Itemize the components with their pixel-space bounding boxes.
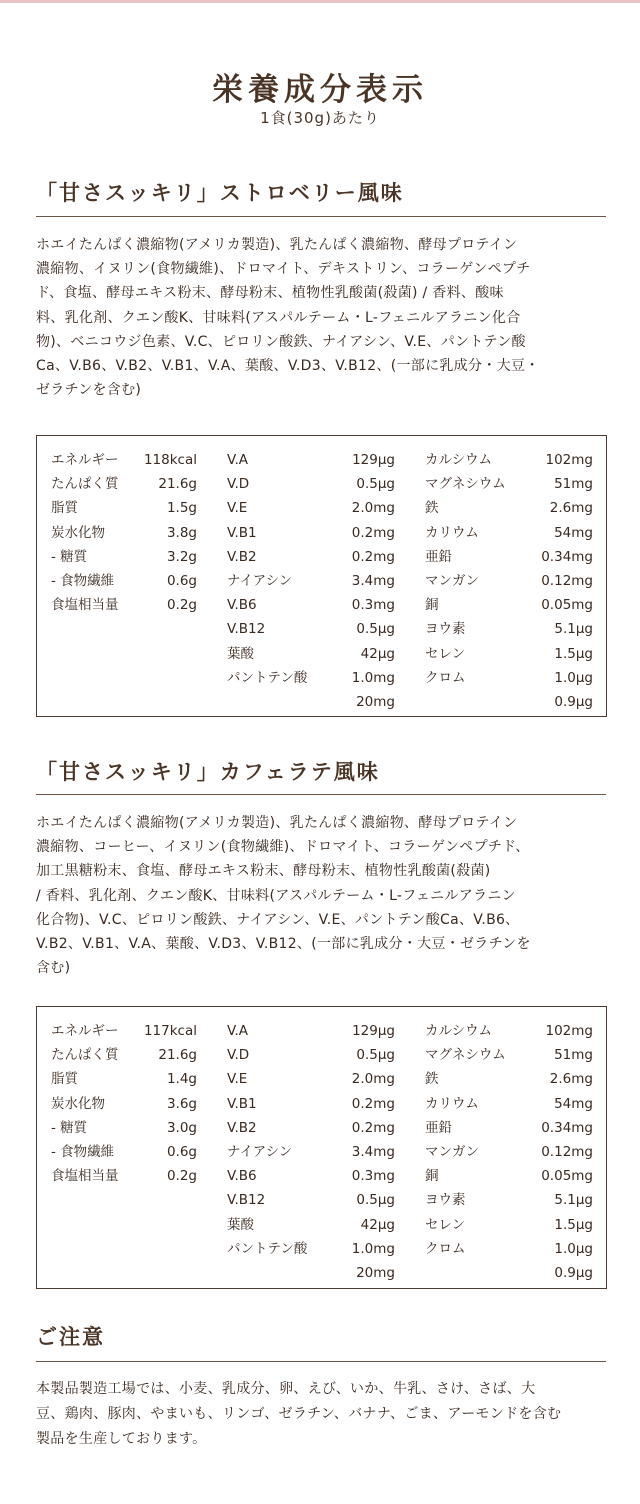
nutrient-label: たんぱく質 (51, 1047, 119, 1064)
top-border (0, 0, 640, 3)
nutrient-value: 3.0g (166, 1119, 197, 1136)
nutrition-column-basic (51, 448, 197, 617)
nutrient-label: エネルギー (51, 452, 119, 468)
nutrient-label: V.B6 (227, 1168, 257, 1185)
ingredients-text (36, 233, 608, 402)
nutrient-value: 117kcal (143, 1023, 197, 1039)
nutrient-value: 129μg (352, 452, 395, 468)
nutrient-value: 0.34mg (541, 548, 593, 565)
nutrient-value: 1.0mg (351, 669, 395, 686)
nutrient-label: セレン (425, 645, 466, 662)
nutrient-value: 54mg (554, 1095, 593, 1112)
ingredients-line: 料、乳化剤、クエン酸K、甘味料(アスパルテーム・L-フェニルアラニン化合 (36, 309, 521, 326)
ingredients-line: 濃縮物、コーヒー、イヌリン(食物繊維)、ドロマイト、コラーゲンペプチド、 (36, 839, 530, 856)
notice-line: 本製品製造工場では、小麦、乳成分、卵、えび、いか、牛乳、さけ、さば、大 (36, 1381, 536, 1397)
nutrition-row (425, 593, 593, 617)
nutrition-row (425, 569, 593, 593)
nutrient-value: 0.2g (166, 1168, 197, 1185)
ingredients-line: ド、食塩、酵母エキス粉末、酵母粉末、植物性乳酸菌(殺菌) / 香料、酸味 (36, 285, 504, 302)
nutrient-value: 20mg (356, 1264, 395, 1281)
nutrition-row (425, 1043, 593, 1067)
nutrient-label: V.A (227, 1023, 249, 1039)
ingredients-line: V.B2、V.B1、V.A、葉酸、V.D3、V.B12、(一部に乳成分・大豆・ゼラチンを (36, 936, 531, 953)
nutrient-value: 42μg (360, 1216, 395, 1233)
nutrient-value: 0.2mg (351, 548, 395, 565)
nutrition-row (227, 1237, 395, 1261)
nutrient-label: 炭水化物 (51, 524, 105, 541)
nutrition-row (51, 1116, 197, 1140)
nutrition-row (51, 496, 197, 520)
nutrient-value: 2.0mg (351, 1071, 395, 1088)
nutrient-value: 1.5μg (554, 645, 593, 662)
nutrient-label: V.B2 (227, 1119, 257, 1136)
page-title: 栄養成分表示 (212, 72, 428, 108)
nutrient-label: V.E (227, 1071, 248, 1088)
ingredients-line: / 香料、乳化剤、クエン酸K、甘味料(アスパルテーム・L-フェニルアラニン (36, 887, 516, 904)
nutrient-label: クロム (425, 1240, 466, 1257)
nutrient-label: カルシウム (425, 1023, 493, 1039)
nutrient-value: 21.6g (158, 1047, 197, 1064)
nutrition-row (227, 1019, 395, 1043)
nutrition-row (227, 1067, 395, 1091)
nutrition-row (227, 1092, 395, 1116)
nutrition-row (51, 1043, 197, 1067)
nutrient-value: 129μg (352, 1023, 395, 1039)
nutrient-label: 脂質 (51, 500, 78, 517)
nutrition-row (51, 1019, 197, 1043)
nutrient-value: 1.0μg (554, 669, 593, 686)
nutrient-label: - 食物繊維 (51, 572, 115, 589)
nutrient-value: 102mg (545, 452, 593, 468)
nutrient-value: 0.6g (166, 572, 197, 589)
nutrient-value: 2.0mg (351, 500, 395, 517)
nutrient-label: V.B2 (227, 548, 257, 565)
nutrition-row (425, 1019, 593, 1043)
nutrient-label: 銅 (425, 597, 439, 614)
nutrient-value: 1.0μg (554, 1240, 593, 1257)
nutrient-label: マンガン (425, 1143, 479, 1160)
nutrient-value: 0.12mg (541, 572, 593, 589)
nutrient-label: パントテン酸 (227, 669, 308, 686)
nutrition-row (425, 496, 593, 520)
nutrition-row (51, 1067, 197, 1091)
nutrition-column-basic (51, 1019, 197, 1188)
nutrition-row (425, 666, 593, 690)
page-subtitle: 1食(30g)あたり (260, 109, 380, 127)
nutrient-value: 0.9μg (554, 1264, 593, 1281)
nutrition-row (51, 448, 197, 472)
nutrient-value: 0.2g (166, 597, 197, 614)
nutrition-row (51, 521, 197, 545)
nutrition-table (36, 435, 607, 717)
nutrition-row (227, 1043, 395, 1067)
nutrition-row (425, 545, 593, 569)
nutrient-label: V.B6 (227, 597, 257, 614)
nutrient-value: 0.2mg (351, 524, 395, 541)
nutrient-value: 0.3mg (351, 1168, 395, 1185)
nutrition-row (425, 642, 593, 666)
nutrition-row (425, 448, 593, 472)
nutrient-value: 0.2mg (351, 1119, 395, 1136)
nutrient-label: エネルギー (51, 1023, 119, 1039)
nutrition-row (425, 1237, 593, 1261)
nutrient-label: - 糖質 (51, 1119, 88, 1136)
nutrition-row (51, 1092, 197, 1116)
nutrient-label: 炭水化物 (51, 1095, 105, 1112)
nutrition-row (51, 569, 197, 593)
nutrition-row (227, 545, 395, 569)
nutrition-row (227, 448, 395, 472)
nutrition-row (51, 1164, 197, 1188)
ingredients-line: ホエイたんぱく濃縮物(アメリカ製造)、乳たんぱく濃縮物、酵母プロテイン (36, 815, 518, 831)
nutrient-value: 0.34mg (541, 1119, 593, 1136)
nutrient-value: 3.4mg (351, 1143, 395, 1160)
nutrient-label: パントテン酸 (227, 1240, 308, 1257)
nutrient-label: V.B12 (227, 1192, 266, 1209)
nutrient-label: 銅 (425, 1168, 439, 1185)
nutrient-label: 食塩相当量 (51, 597, 119, 614)
nutrition-row (425, 521, 593, 545)
nutrition-row (425, 1092, 593, 1116)
ingredients-line: ゼラチンを含む) (36, 382, 142, 399)
nutrient-value: 0.5μg (356, 1192, 395, 1209)
nutrition-row (425, 1067, 593, 1091)
nutrient-label: マグネシウム (425, 476, 506, 493)
nutrient-label: マグネシウム (425, 1047, 506, 1064)
nutrition-row (51, 545, 197, 569)
nutrient-value: 5.1μg (554, 621, 593, 638)
nutrient-label: 亜鉛 (425, 1119, 452, 1136)
nutrient-value: 0.5μg (356, 1047, 395, 1064)
nutrient-value: 0.05mg (541, 597, 593, 614)
nutrient-label: V.E (227, 500, 248, 517)
nutrient-label: セレン (425, 1216, 466, 1233)
nutrition-row (425, 1164, 593, 1188)
nutrition-row (227, 1164, 395, 1188)
section-title: 「甘さスッキリ」ストロベリー風味 (36, 181, 404, 205)
nutrient-label: 葉酸 (227, 1216, 254, 1233)
nutrient-label: V.B1 (227, 524, 257, 541)
nutrient-value: 3.8g (166, 524, 197, 541)
nutrient-label: カルシウム (425, 452, 493, 468)
nutrient-value: 54mg (554, 524, 593, 541)
ingredients-line: 含む) (36, 960, 71, 977)
nutrient-label: 食塩相当量 (51, 1168, 119, 1185)
ingredients-line: 加工黒糖粉末、食塩、酵母エキス粉末、酵母粉末、植物性乳酸菌(殺菌) (36, 863, 491, 880)
nutrient-value: 1.4g (166, 1071, 197, 1088)
nutrition-row (51, 1140, 197, 1164)
nutrient-value: 102mg (545, 1023, 593, 1039)
nutrient-value: 3.6g (166, 1095, 197, 1112)
nutrition-row (51, 593, 197, 617)
nutrition-row (425, 472, 593, 496)
nutrition-row (425, 1140, 593, 1164)
nutrition-row (425, 690, 593, 714)
nutrient-label: V.D (227, 1047, 250, 1064)
nutrient-label: V.A (227, 452, 249, 468)
ingredients-line: ホエイたんぱく濃縮物(アメリカ製造)、乳たんぱく濃縮物、酵母プロテイン (36, 237, 518, 253)
nutrient-value: 118kcal (143, 452, 197, 468)
nutrition-row (425, 1261, 593, 1285)
nutrition-row (227, 1188, 395, 1212)
nutrient-label: V.B1 (227, 1095, 257, 1112)
nutrition-row (227, 666, 395, 690)
nutrient-label: 葉酸 (227, 645, 254, 662)
nutrient-label: ヨウ素 (425, 621, 466, 638)
section-divider (36, 794, 606, 795)
nutrient-value: 1.5g (166, 500, 197, 517)
ingredients-line: 物)、ベニコウジ色素、V.C、ピロリン酸鉄、ナイアシン、V.E、パントテン酸 (36, 333, 526, 350)
nutrient-value: 51mg (554, 1047, 593, 1064)
nutrition-row (227, 642, 395, 666)
section-divider (36, 1361, 606, 1362)
nutrient-value: 0.3mg (351, 597, 395, 614)
notice-line: 豆、鶏肉、豚肉、やまいも、リンゴ、ゼラチン、バナナ、ごま、アーモンドを含む (36, 1406, 562, 1422)
nutrient-label: たんぱく質 (51, 476, 119, 493)
nutrient-label: ナイアシン (227, 572, 293, 589)
nutrition-row (227, 690, 395, 714)
nutrient-value: 2.6mg (549, 500, 593, 517)
nutrition-column-vitamins (227, 1019, 395, 1285)
nutrient-value: 0.9μg (554, 693, 593, 710)
nutrition-column-vitamins (227, 448, 395, 714)
notice-title: ご注意 (36, 1325, 105, 1349)
nutrition-row (227, 1116, 395, 1140)
nutrient-label: ヨウ素 (425, 1192, 466, 1209)
nutrient-value: 20mg (356, 693, 395, 710)
nutrient-label: カリウム (425, 1095, 479, 1112)
ingredients-line: Ca、V.B6、V.B2、V.B1、V.A、葉酸、V.D3、V.B12、(一部に乳成分・大豆・ (36, 358, 540, 375)
nutrient-label: - 糖質 (51, 548, 88, 565)
nutrition-row (227, 593, 395, 617)
nutrient-value: 0.12mg (541, 1143, 593, 1160)
nutrition-row (51, 472, 197, 496)
nutrient-label: V.B12 (227, 621, 266, 638)
nutrient-value: 0.5μg (356, 621, 395, 638)
nutrient-value: 0.05mg (541, 1168, 593, 1185)
nutrition-row (227, 496, 395, 520)
nutrient-value: 5.1μg (554, 1192, 593, 1209)
nutrition-column-minerals (425, 1019, 593, 1285)
nutrition-row (227, 569, 395, 593)
nutrition-row (227, 472, 395, 496)
nutrient-label: マンガン (425, 572, 479, 589)
nutrient-label: 亜鉛 (425, 548, 452, 565)
nutrient-value: 1.0mg (351, 1240, 395, 1257)
nutrient-value: 21.6g (158, 476, 197, 493)
nutrient-label: 鉄 (425, 500, 439, 517)
nutrient-label: ナイアシン (227, 1143, 293, 1160)
nutrition-row (227, 521, 395, 545)
nutrient-label: - 食物繊維 (51, 1143, 115, 1160)
nutrient-label: 鉄 (425, 1071, 439, 1088)
nutrient-value: 2.6mg (549, 1071, 593, 1088)
nutrient-value: 51mg (554, 476, 593, 493)
nutrition-row (425, 1188, 593, 1212)
nutrition-column-minerals (425, 448, 593, 714)
nutrition-row (425, 1116, 593, 1140)
nutrient-value: 0.2mg (351, 1095, 395, 1112)
nutrient-value: 1.5μg (554, 1216, 593, 1233)
nutrition-row (425, 617, 593, 641)
section-divider (36, 216, 606, 217)
ingredients-text (36, 811, 608, 980)
nutrition-row (227, 1261, 395, 1285)
notice-line: 製品を生産しております。 (36, 1431, 207, 1447)
nutrition-row (227, 617, 395, 641)
nutrition-row (227, 1140, 395, 1164)
nutrient-value: 3.4mg (351, 572, 395, 589)
nutrient-label: カリウム (425, 524, 479, 541)
nutrient-value: 3.2g (166, 548, 197, 565)
nutrition-table (36, 1006, 607, 1289)
nutrient-label: V.D (227, 476, 250, 493)
nutrition-row (227, 1213, 395, 1237)
nutrient-label: 脂質 (51, 1071, 78, 1088)
nutrient-value: 42μg (360, 645, 395, 662)
nutrient-label: クロム (425, 669, 466, 686)
notice-text (36, 1377, 608, 1452)
nutrition-row (425, 1213, 593, 1237)
nutrient-value: 0.6g (166, 1143, 197, 1160)
ingredients-line: 化合物)、V.C、ピロリン酸鉄、ナイアシン、V.E、パントテン酸Ca、V.B6、 (36, 911, 520, 928)
nutrient-value: 0.5μg (356, 476, 395, 493)
ingredients-line: 濃縮物、イヌリン(食物繊維)、ドロマイト、デキストリン、コラーゲンペプチ (36, 261, 531, 278)
section-title: 「甘さスッキリ」カフェラテ風味 (36, 760, 380, 784)
